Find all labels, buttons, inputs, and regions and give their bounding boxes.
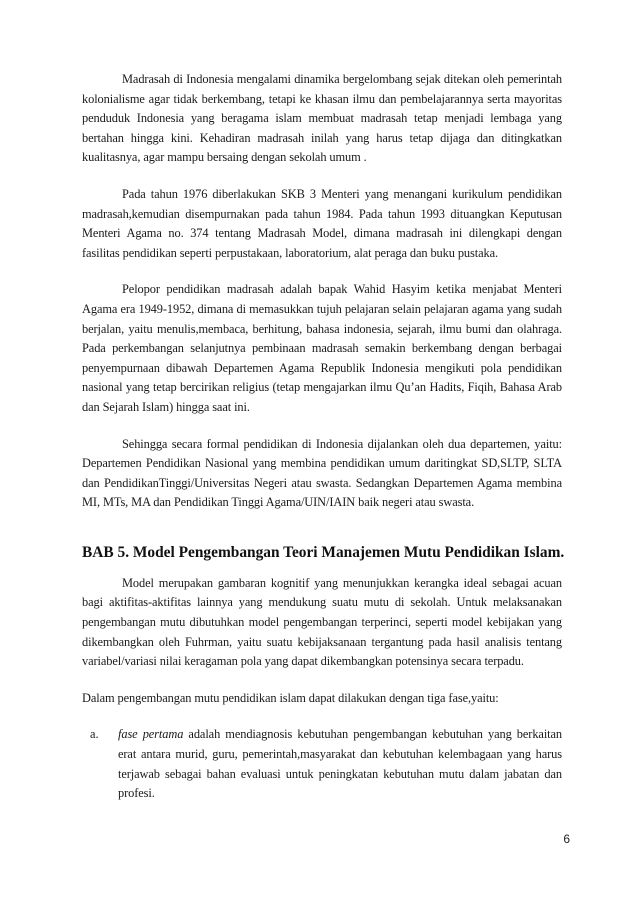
list-item-text — [118, 725, 562, 803]
page-number: 6 — [563, 832, 570, 846]
section-heading: BAB 5. Model Pengembangan Teori Manajemen Mutu Pendidikan Islam. — [82, 543, 565, 561]
page-content — [82, 70, 565, 804]
paragraph-madrasah-history: Madrasah di Indonesia mengalami dinamika bergelombang sejak ditekan oleh pemerintah kolonialisme agar tidak berkembang, tetapi ke khasan ilmu dan pembelajarannya serta mayoritas penduduk Indonesia yang beragama islam membuat madrasah tetap menjadi lembaga yang bertahan hingga kini. Kehadiran madrasah inilah yang harus tetap dijaga dan ditingkatkan kualitasnya, agar mampu bersaing dengan sekolah umum . — [82, 72, 562, 165]
phase-list — [82, 725, 562, 803]
phase-term: fase pertama — [118, 727, 184, 742]
list-item — [90, 725, 562, 803]
paragraph-two-departments: Sehingga secara formal pendidikan di Indonesia dijalankan oleh dua departemen, yaitu: Departemen Pendidikan Nasional yang membina pendidikan umum daritingkat SD,SLTP, SLTA dan PendidikanTinggi/Universitas Negeri atau swasta. Sedangkan Departemen Agama membina MI, MTs, MA dan Pendidikan Tinggi Agama/UIN/IAIN baik negeri atau swasta. — [82, 436, 562, 510]
list-marker: a. — [90, 727, 99, 742]
paragraph-phases-intro: Dalam pengembangan mutu pendidikan islam dapat dilakukan dengan tiga fase,yaitu: — [82, 690, 499, 705]
paragraph-model-definition: Model merupakan gambaran kognitif yang menunjukkan kerangka ideal sebagai acuan bagi aktifitas-aktifitas lainnya yang mendukung suatu mutu di sekolah. Untuk melaksanakan pengembangan mutu dibutuhkan model pengembangan terperinci, seperti model kebijakan yang dikembangkan oleh Fuhrman, yaitu suatu kebijaksanaan tergantung pada hasil analisis tentang variabel/variasi nilai keragaman pola yang dapat dikembangkan potensinya secara terpadu. — [82, 575, 562, 669]
phase-description: adalah mendiagnosis kebutuhan pengembangan kebutuhan yang berkaitan erat antara murid, guru, pemerintah,masyarakat dan kebutuhan kelembagaan yang harus terjawab sebagai bahan evaluasi untuk peningkatan kebutuhan mutu dalam jabatan dan profesi. — [118, 727, 562, 801]
paragraph-skb-1976: Pada tahun 1976 diberlakukan SKB 3 Menteri yang menangani kurikulum pendidikan madrasah,kemudian disempurnakan pada tahun 1984. Pada tahun 1993 dituangkan Keputusan Menteri Agama no. 374 tentang Madrasah Model, dimana madrasah ini dilengkapi dengan fasilitas pendidikan seperti perpustakaan, laboratorium, alat peraga dan buku pustaka. — [82, 186, 562, 260]
paragraph-wahid-hasyim: Pelopor pendidikan madrasah adalah bapak Wahid Hasyim ketika menjabat Menteri Agama era 1949-1952, dimana di memasukkan tujuh pelajaran selain pelajaran agama yang sudah berjalan, yaitu menulis,membaca, berhitung, bahasa indonesia, sejarah, ilmu bumi dan olahraga. Pada perkembangan selanjutnya pembinaan madrasah semakin berkembang dengan berbagai penyempurnaan dibawah Departemen Agama Republik Indonesia mengikuti pola pendidikan nasional yang tetap bercirikan religius (tetap mengajarkan ilmu Qu’an Hadits, Fiqih, Bahasa Arab dan Sejarah Islam) hingga saat ini. — [82, 282, 562, 414]
